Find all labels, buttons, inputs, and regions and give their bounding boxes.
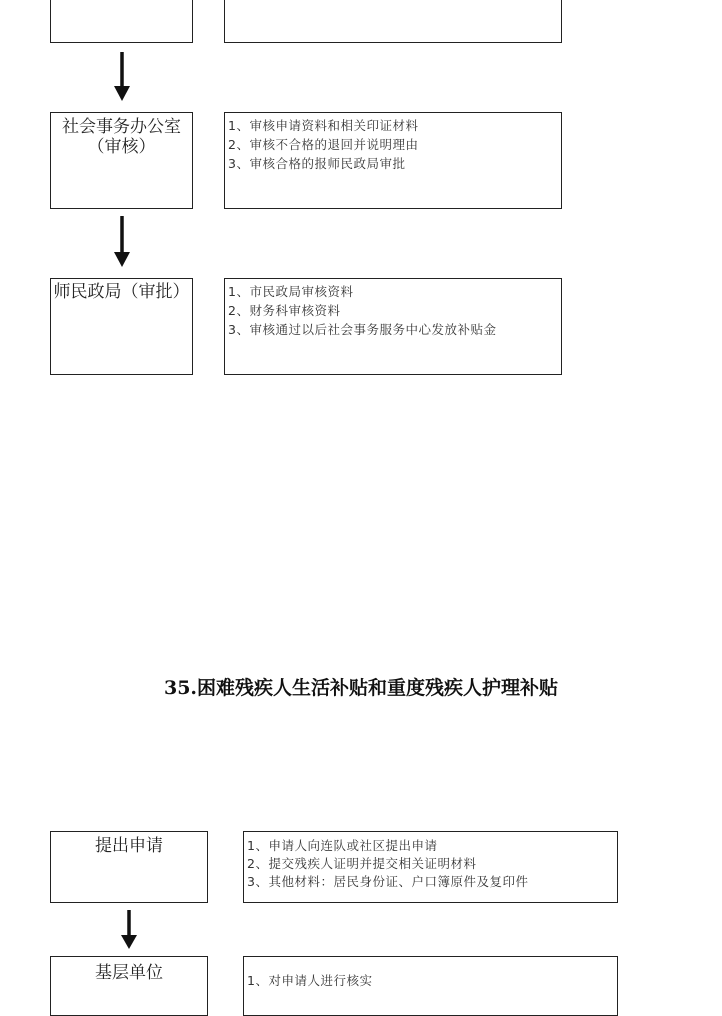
lower-step-0-detail-list bbox=[247, 837, 528, 891]
detail-item: 3、审核合格的报师民政局审批 bbox=[228, 156, 406, 171]
arrow-down-icon bbox=[119, 910, 139, 950]
upper-step-2-label: 师民政局（审批） bbox=[53, 282, 190, 302]
lower-step-0-detail-box bbox=[243, 831, 618, 903]
detail-item: 1、申请人向连队或社区提出申请 bbox=[247, 838, 438, 853]
detail-item: 1、审核申请资料和相关印证材料 bbox=[228, 118, 419, 133]
lower-step-1-label: 基层单位 bbox=[95, 963, 163, 983]
lower-step-1-detail-box bbox=[243, 956, 618, 1016]
detail-item: 3、审核通过以后社会事务服务中心发放补贴金 bbox=[228, 322, 497, 337]
upper-step-1-label: 社会事务办公室 （审核） bbox=[62, 117, 181, 157]
detail-item: 2、审核不合格的退回并说明理由 bbox=[228, 137, 419, 152]
upper-step-2-detail-list bbox=[228, 282, 496, 339]
detail-item: 3、其他材料：居民身份证、户口簿原件及复印件 bbox=[247, 874, 529, 889]
upper-step-0-box bbox=[50, 0, 193, 43]
detail-item: 1、市民政局审核资料 bbox=[228, 284, 354, 299]
arrow-down-icon bbox=[112, 216, 132, 268]
detail-item: 1、对申请人进行核实 bbox=[247, 973, 373, 988]
detail-item: 2、财务科审核资料 bbox=[228, 303, 341, 318]
lower-step-1-detail-list bbox=[247, 971, 372, 990]
upper-step-0-detail-box bbox=[224, 0, 562, 43]
lower-step-0-label: 提出申请 bbox=[95, 836, 163, 856]
upper-step-2-box bbox=[50, 278, 193, 375]
upper-step-1-detail-list bbox=[228, 116, 418, 173]
arrow-down-icon bbox=[112, 52, 132, 102]
lower-step-1-box bbox=[50, 956, 208, 1016]
upper-step-1-detail-box bbox=[224, 112, 562, 209]
upper-step-2-detail-box bbox=[224, 278, 562, 375]
upper-step-1-box bbox=[50, 112, 193, 209]
detail-item: 2、提交残疾人证明并提交相关证明材料 bbox=[247, 856, 477, 871]
section-title: 35.困难残疾人生活补贴和重度残疾人护理补贴 bbox=[163, 677, 559, 699]
lower-step-0-box bbox=[50, 831, 208, 903]
